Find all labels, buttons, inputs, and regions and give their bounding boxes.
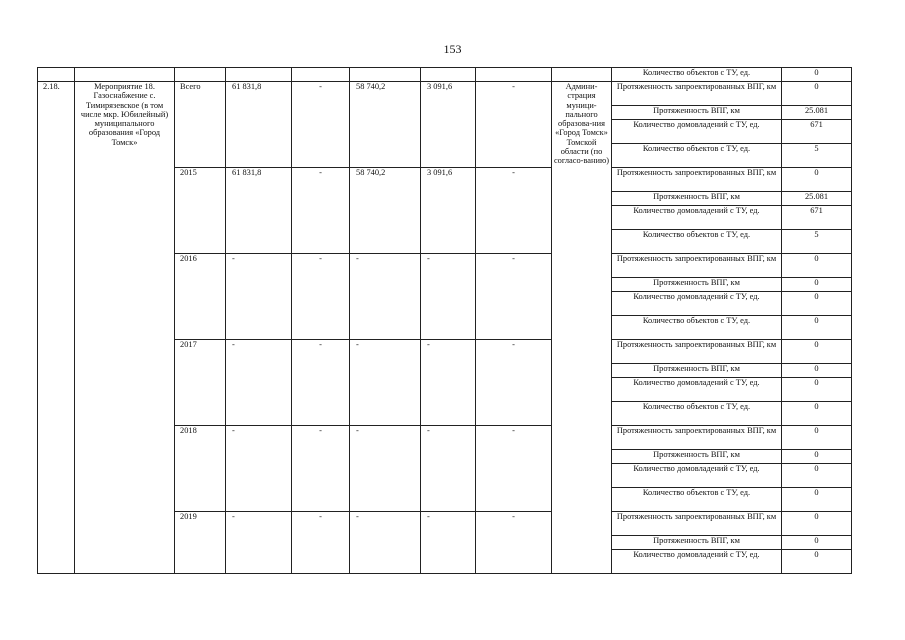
empty-cell xyxy=(38,68,75,82)
table-body xyxy=(38,68,852,574)
indicator-value: 5 xyxy=(782,144,852,168)
indicator-name: Протяженность запроектированных ВПГ, км xyxy=(612,340,782,364)
indicator-name: Количество домовладений с ТУ, ед. xyxy=(612,464,782,488)
indicator-name: Количество объектов с ТУ, ед. xyxy=(612,230,782,254)
indicator-value: 0 xyxy=(782,464,852,488)
finance-fed: - xyxy=(292,168,350,254)
finance-other: - xyxy=(476,426,552,512)
indicator-name: Протяженность запроектированных ВПГ, км xyxy=(612,512,782,536)
finance-local: - xyxy=(421,512,476,574)
finance-total: 61 831,8 xyxy=(226,168,292,254)
indicator-name: Протяженность запроектированных ВПГ, км xyxy=(612,426,782,450)
page-number: 153 xyxy=(443,42,462,56)
finance-total: - xyxy=(226,512,292,574)
finance-reg: 58 740,2 xyxy=(350,82,421,168)
indicator-value: 0 xyxy=(782,426,852,450)
finance-local: 3 091,6 xyxy=(421,168,476,254)
indicator-value: 0 xyxy=(782,512,852,536)
year-cell: 2017 xyxy=(175,340,226,426)
empty-cell xyxy=(226,68,292,82)
indicator-value: 25.081 xyxy=(782,192,852,206)
empty-cell xyxy=(350,68,421,82)
empty-cell xyxy=(476,68,552,82)
indicator-value: 5 xyxy=(782,230,852,254)
empty-cell xyxy=(175,68,226,82)
finance-other: - xyxy=(476,168,552,254)
indicator-value: 0 xyxy=(782,68,852,82)
finance-other: - xyxy=(476,82,552,168)
indicator-value: 0 xyxy=(782,168,852,192)
indicator-value: 671 xyxy=(782,120,852,144)
row-id: 2.18. xyxy=(38,82,75,574)
indicator-value: 0 xyxy=(782,340,852,364)
indicator-value: 0 xyxy=(782,82,852,106)
indicator-value: 0 xyxy=(782,254,852,278)
finance-total: - xyxy=(226,340,292,426)
year-cell: 2019 xyxy=(175,512,226,574)
indicator-name: Протяженность запроектированных ВПГ, км xyxy=(612,82,782,106)
finance-reg: - xyxy=(350,512,421,574)
year-cell: 2016 xyxy=(175,254,226,340)
indicator-name: Протяженность ВПГ, км xyxy=(612,450,782,464)
finance-fed: - xyxy=(292,512,350,574)
indicator-value: 0 xyxy=(782,550,852,574)
finance-other: - xyxy=(476,512,552,574)
empty-cell xyxy=(75,68,175,82)
table-row xyxy=(38,82,852,106)
indicator-name: Количество домовладений с ТУ, ед. xyxy=(612,378,782,402)
year-cell: 2018 xyxy=(175,426,226,512)
indicator-name: Количество объектов с ТУ, ед. xyxy=(612,316,782,340)
finance-local: - xyxy=(421,426,476,512)
finance-reg: - xyxy=(350,254,421,340)
indicator-value: 0 xyxy=(782,292,852,316)
indicator-name: Количество объектов с ТУ, ед. xyxy=(612,488,782,512)
indicator-value: 0 xyxy=(782,450,852,464)
indicator-name: Протяженность ВПГ, км xyxy=(612,106,782,120)
finance-total: 61 831,8 xyxy=(226,82,292,168)
finance-local: - xyxy=(421,340,476,426)
indicator-name: Протяженность запроектированных ВПГ, км xyxy=(612,168,782,192)
indicator-name: Количество домовладений с ТУ, ед. xyxy=(612,550,782,574)
finance-reg: - xyxy=(350,340,421,426)
indicator-name: Протяженность ВПГ, км xyxy=(612,364,782,378)
finance-local: - xyxy=(421,254,476,340)
executor: Админи-страция муници-пального образова-ния «Город Томск» Томской области (по согласо-ванию) xyxy=(552,82,612,574)
top-partial-row xyxy=(38,68,852,82)
finance-total: - xyxy=(226,254,292,340)
indicator-value: 0 xyxy=(782,364,852,378)
indicator-value: 0 xyxy=(782,378,852,402)
indicator-value: 0 xyxy=(782,278,852,292)
indicator-name: Количество объектов с ТУ, ед. xyxy=(612,68,782,82)
finance-reg: 58 740,2 xyxy=(350,168,421,254)
indicator-name: Количество домовладений с ТУ, ед. xyxy=(612,120,782,144)
indicator-name: Количество домовладений с ТУ, ед. xyxy=(612,206,782,230)
finance-local: 3 091,6 xyxy=(421,82,476,168)
finance-fed: - xyxy=(292,340,350,426)
finance-reg: - xyxy=(350,426,421,512)
indicator-name: Количество домовладений с ТУ, ед. xyxy=(612,292,782,316)
indicator-name: Протяженность ВПГ, км xyxy=(612,278,782,292)
indicator-name: Протяженность ВПГ, км xyxy=(612,192,782,206)
finance-other: - xyxy=(476,340,552,426)
year-cell: Всего xyxy=(175,82,226,168)
indicator-name: Количество объектов с ТУ, ед. xyxy=(612,144,782,168)
event-name: Мероприятие 18. Газоснабжение с. Тимирязевское (в том числе мкр. Юбилейный) муниципального образования «Город Томск» xyxy=(75,82,175,574)
finance-fed: - xyxy=(292,254,350,340)
indicator-name: Протяженность запроектированных ВПГ, км xyxy=(612,254,782,278)
empty-cell xyxy=(292,68,350,82)
program-table xyxy=(37,67,852,574)
indicator-name: Количество объектов с ТУ, ед. xyxy=(612,402,782,426)
finance-total: - xyxy=(226,426,292,512)
indicator-value: 0 xyxy=(782,316,852,340)
empty-cell xyxy=(552,68,612,82)
indicator-value: 0 xyxy=(782,536,852,550)
finance-fed: - xyxy=(292,426,350,512)
indicator-value: 0 xyxy=(782,488,852,512)
finance-fed: - xyxy=(292,82,350,168)
empty-cell xyxy=(421,68,476,82)
indicator-value: 0 xyxy=(782,402,852,426)
indicator-name: Протяженность ВПГ, км xyxy=(612,536,782,550)
finance-other: - xyxy=(476,254,552,340)
year-cell: 2015 xyxy=(175,168,226,254)
indicator-value: 25.081 xyxy=(782,106,852,120)
indicator-value: 671 xyxy=(782,206,852,230)
